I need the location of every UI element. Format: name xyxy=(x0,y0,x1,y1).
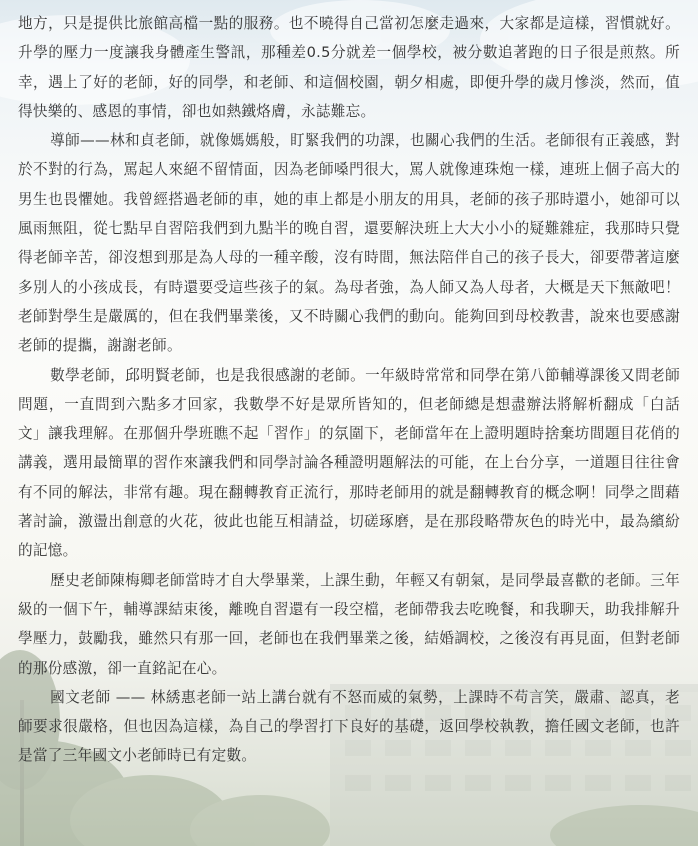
article-body xyxy=(18,9,680,771)
history-teacher-paragraph: 歷史老師陳梅卿老師當時才自大學畢業，上課生動，年輕又有朝氣，是同學最喜歡的老師。三年級的一個下午，輔導課結束後，離晚自習還有一段空檔，老師帶我去吃晚餐，和我聊天，助我排解升學壓力，鼓勵我，雖然只有那一回，老師也在我們畢業之後，結婚調校，之後沒有再見面，但對老師的那份感激，卻一直銘記在心。 xyxy=(18,571,680,677)
chinese-teacher-paragraph: 國文老師 —— 林綉惠老師一站上講台就有不怒而威的氣勢，上課時不苟言笑，嚴肅、認真，老師要求很嚴格，但也因為這樣，為自己的學習打下良好的基礎，返回學校執教，擔任國文老師，也許是當了三年國文小老師時已有定數。 xyxy=(18,688,680,765)
math-teacher-paragraph: 數學老師，邱明賢老師，也是我很感謝的老師。一年級時常常和同學在第八節輔導課後又問老師問題，一直問到六點多才回家，我數學不好是眾所皆知的，但老師總是想盡辦法將解析翻成「白話文」讓我理解。在那個升學班瞧不起「習作」的氛圍下，老師當年在上證明題時捨棄坊間題目花俏的講義，選用最簡單的習作來讓我們和同學討論各種證明題解法的可能，在上台分享，一道題目往往會有不同的解法，非常有趣。現在翻轉教育正流行，那時老師用的就是翻轉教育的概念啊！同學之間藉著討論，激盪出創意的火花，彼此也能互相請益，切磋琢磨，是在那段略帶灰色的時光中，最為繽紛的記憶。 xyxy=(18,366,680,560)
homeroom-teacher-paragraph: 導師——林和貞老師，就像媽媽般，盯緊我們的功課，也關心我們的生活。老師很有正義感，對於不對的行為，罵起人來絕不留情面，因為老師嗓門很大，罵人就像連珠炮一樣，連班上個子高大的男生也畏懼她。我曾經搭過老師的車，她的車上都是小朋友的用具，老師的孩子那時還小，她卻可以風雨無阻，從七點早自習陪我們到九點半的晚自習，還要解決班上大大小小的疑難雜症，我那時只覺得老師辛苦，卻沒想到那是為人母的一種辛酸，沒有時間，無法陪伴自己的孩子長大，卻要帶著這麼多別人的小孩成長，有時還要受這些孩子的氣。為母者強，為人師又為人母者，大概是天下無敵吧！老師對學生是嚴厲的，但在我們畢業後，又不時關心我們的動向。能夠回到母校教書，說來也要感謝老師的提攜，謝謝老師。 xyxy=(18,132,680,355)
intro-paragraph: 地方，只是提供比旅館高檔一點的服務。也不曉得自己當初怎麼走過來，大家都是這樣，習慣就好。升學的壓力一度讓我身體產生警訊，那種差0.5分就差一個學校，被分數追著跑的日子很是煎熬。所幸，遇上了好的老師，好的同學，和老師、和這個校園，朝夕相處，即便升學的歲月慘淡，然而，值得快樂的、感恩的事情，卻也如熱鐵烙膚，永誌難忘。 xyxy=(18,15,680,120)
